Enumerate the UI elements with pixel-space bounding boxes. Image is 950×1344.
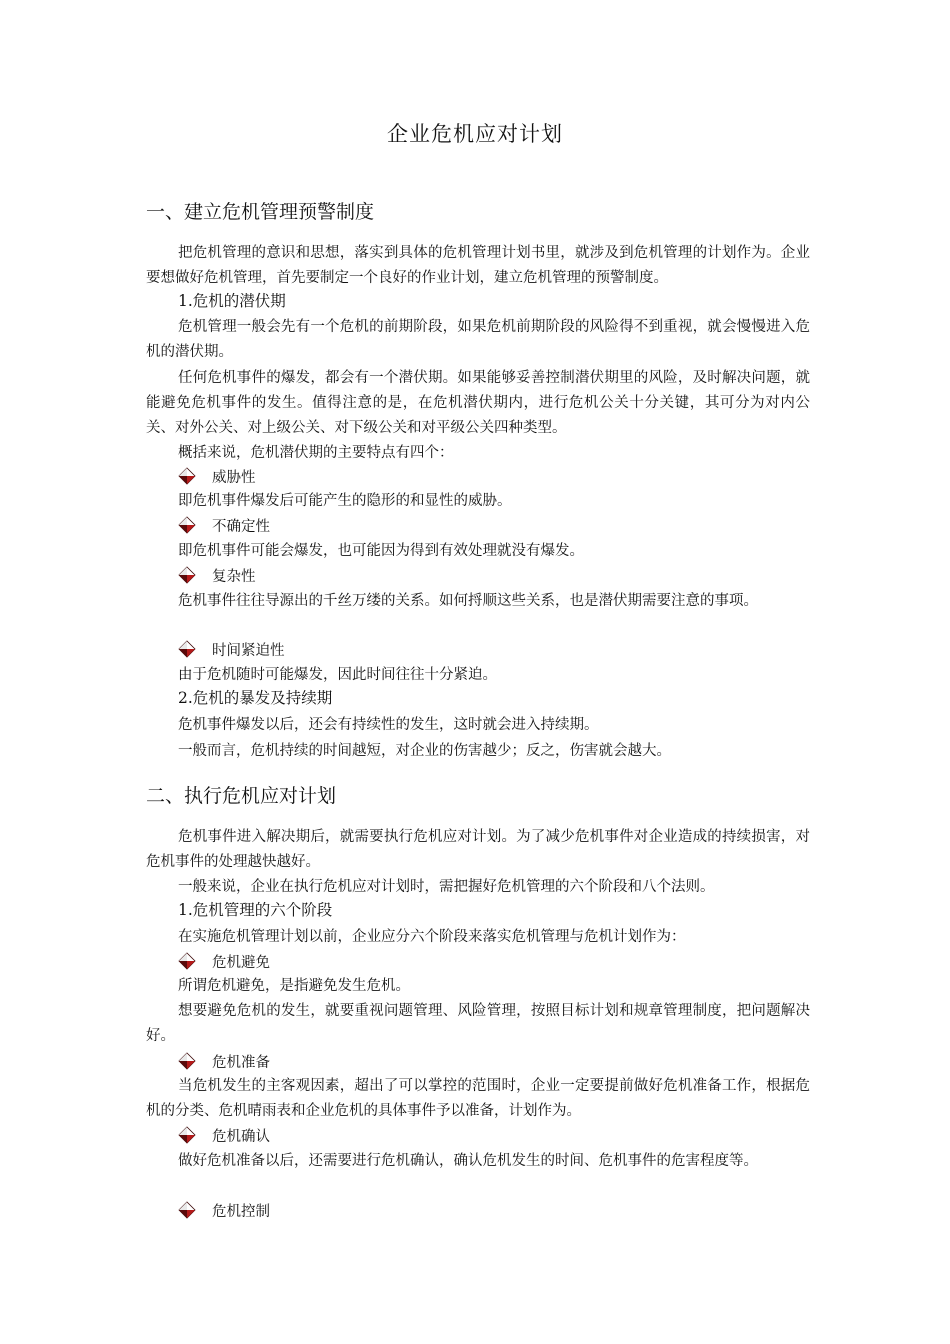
paragraph: 一般而言，危机持续的时间越短，对企业的伤害越少；反之，伤害就会越大。 [178, 743, 671, 759]
paragraph: 危机事件进入解决期后，就需要执行危机应对计划。为了减少危机事件对企业造成的持续损害，对危机事件的处理越快越好。 [146, 829, 810, 870]
paragraph: 危机事件爆发以后，还会有持续性的发生，这时就会进入持续期。 [178, 717, 599, 733]
bullet-label: 危机确认 [212, 1128, 270, 1145]
paragraph: 危机事件往往导源出的千丝万缕的关系。如何捋顺这些关系，也是潜伏期需要注意的事项。 [178, 593, 758, 609]
section-heading-2: 二、执行危机应对计划 [146, 785, 337, 807]
paragraph: 即危机事件爆发后可能产生的隐形的和显性的威胁。 [178, 493, 512, 509]
bullet-item [178, 1199, 270, 1221]
red-diamond-arrow-icon [178, 566, 196, 584]
subsection-heading-1-1: 1.危机的潜伏期 [178, 292, 286, 310]
bullet-label: 不确定性 [212, 518, 270, 535]
paragraph: 所谓危机避免，是指避免发生危机。 [178, 978, 410, 994]
bullet-label: 危机避免 [212, 954, 270, 971]
red-diamond-arrow-icon [178, 516, 196, 534]
paragraph: 概括来说，危机潜伏期的主要特点有四个： [178, 445, 454, 461]
subsection-heading-1-2: 2.危机的暴发及持续期 [178, 689, 333, 707]
bullet-item [178, 950, 270, 972]
red-diamond-arrow-icon [178, 640, 196, 658]
section-heading-1: 一、建立危机管理预警制度 [146, 201, 375, 223]
paragraph: 即危机事件可能会爆发，也可能因为得到有效处理就没有爆发。 [178, 543, 584, 559]
paragraph: 危机管理一般会先有一个危机的前期阶段，如果危机前期阶段的风险得不到重视，就会慢慢进入危机的潜伏期。 [146, 319, 810, 360]
bullet-item [178, 465, 256, 487]
red-diamond-arrow-icon [178, 1052, 196, 1070]
bullet-label: 危机准备 [212, 1054, 270, 1071]
bullet-item [178, 638, 285, 660]
red-diamond-arrow-icon [178, 952, 196, 970]
paragraph: 做好危机准备以后，还需要进行危机确认，确认危机发生的时间、危机事件的危害程度等。 [178, 1153, 758, 1169]
subsection-heading-2-1: 1.危机管理的六个阶段 [178, 901, 333, 919]
paragraph: 在实施危机管理计划以前，企业应分六个阶段来落实危机管理与危机计划作为： [178, 929, 686, 945]
red-diamond-arrow-icon [178, 467, 196, 485]
paragraph: 由于危机随时可能爆发，因此时间往往十分紧迫。 [178, 667, 497, 683]
bullet-item [178, 1124, 270, 1146]
paragraph: 当危机发生的主客观因素，超出了可以掌控的范围时，企业一定要提前做好危机准备工作，根据危机的分类、危机晴雨表和企业危机的具体事件予以准备，计划作为。 [146, 1078, 810, 1119]
bullet-label: 时间紧迫性 [212, 642, 285, 659]
paragraph: 想要避免危机的发生，就要重视问题管理、风险管理，按照目标计划和规章管理制度，把问题解决好。 [146, 1003, 810, 1044]
red-diamond-arrow-icon [178, 1126, 196, 1144]
bullet-item [178, 564, 256, 586]
paragraph: 一般来说，企业在执行危机应对计划时，需把握好危机管理的六个阶段和八个法则。 [178, 879, 715, 895]
section-1-intro: 把危机管理的意识和思想，落实到具体的危机管理计划书里，就涉及到危机管理的计划作为。企业要想做好危机管理，首先要制定一个良好的作业计划，建立危机管理的预警制度。 [146, 245, 810, 286]
bullet-label: 危机控制 [212, 1203, 270, 1220]
document-title: 企业危机应对计划 [387, 122, 563, 146]
paragraph: 任何危机事件的爆发，都会有一个潜伏期。如果能够妥善控制潜伏期里的风险，及时解决问题，就能避免危机事件的发生。值得注意的是，在危机潜伏期内，进行危机公关十分关键，其可分为对内公关、对外公关、对上级公关、对下级公关和对平级公关四种类型。 [146, 370, 810, 436]
red-diamond-arrow-icon [178, 1201, 196, 1219]
bullet-label: 复杂性 [212, 568, 256, 585]
bullet-item [178, 514, 270, 536]
bullet-label: 威胁性 [212, 469, 256, 486]
bullet-item [178, 1050, 270, 1072]
